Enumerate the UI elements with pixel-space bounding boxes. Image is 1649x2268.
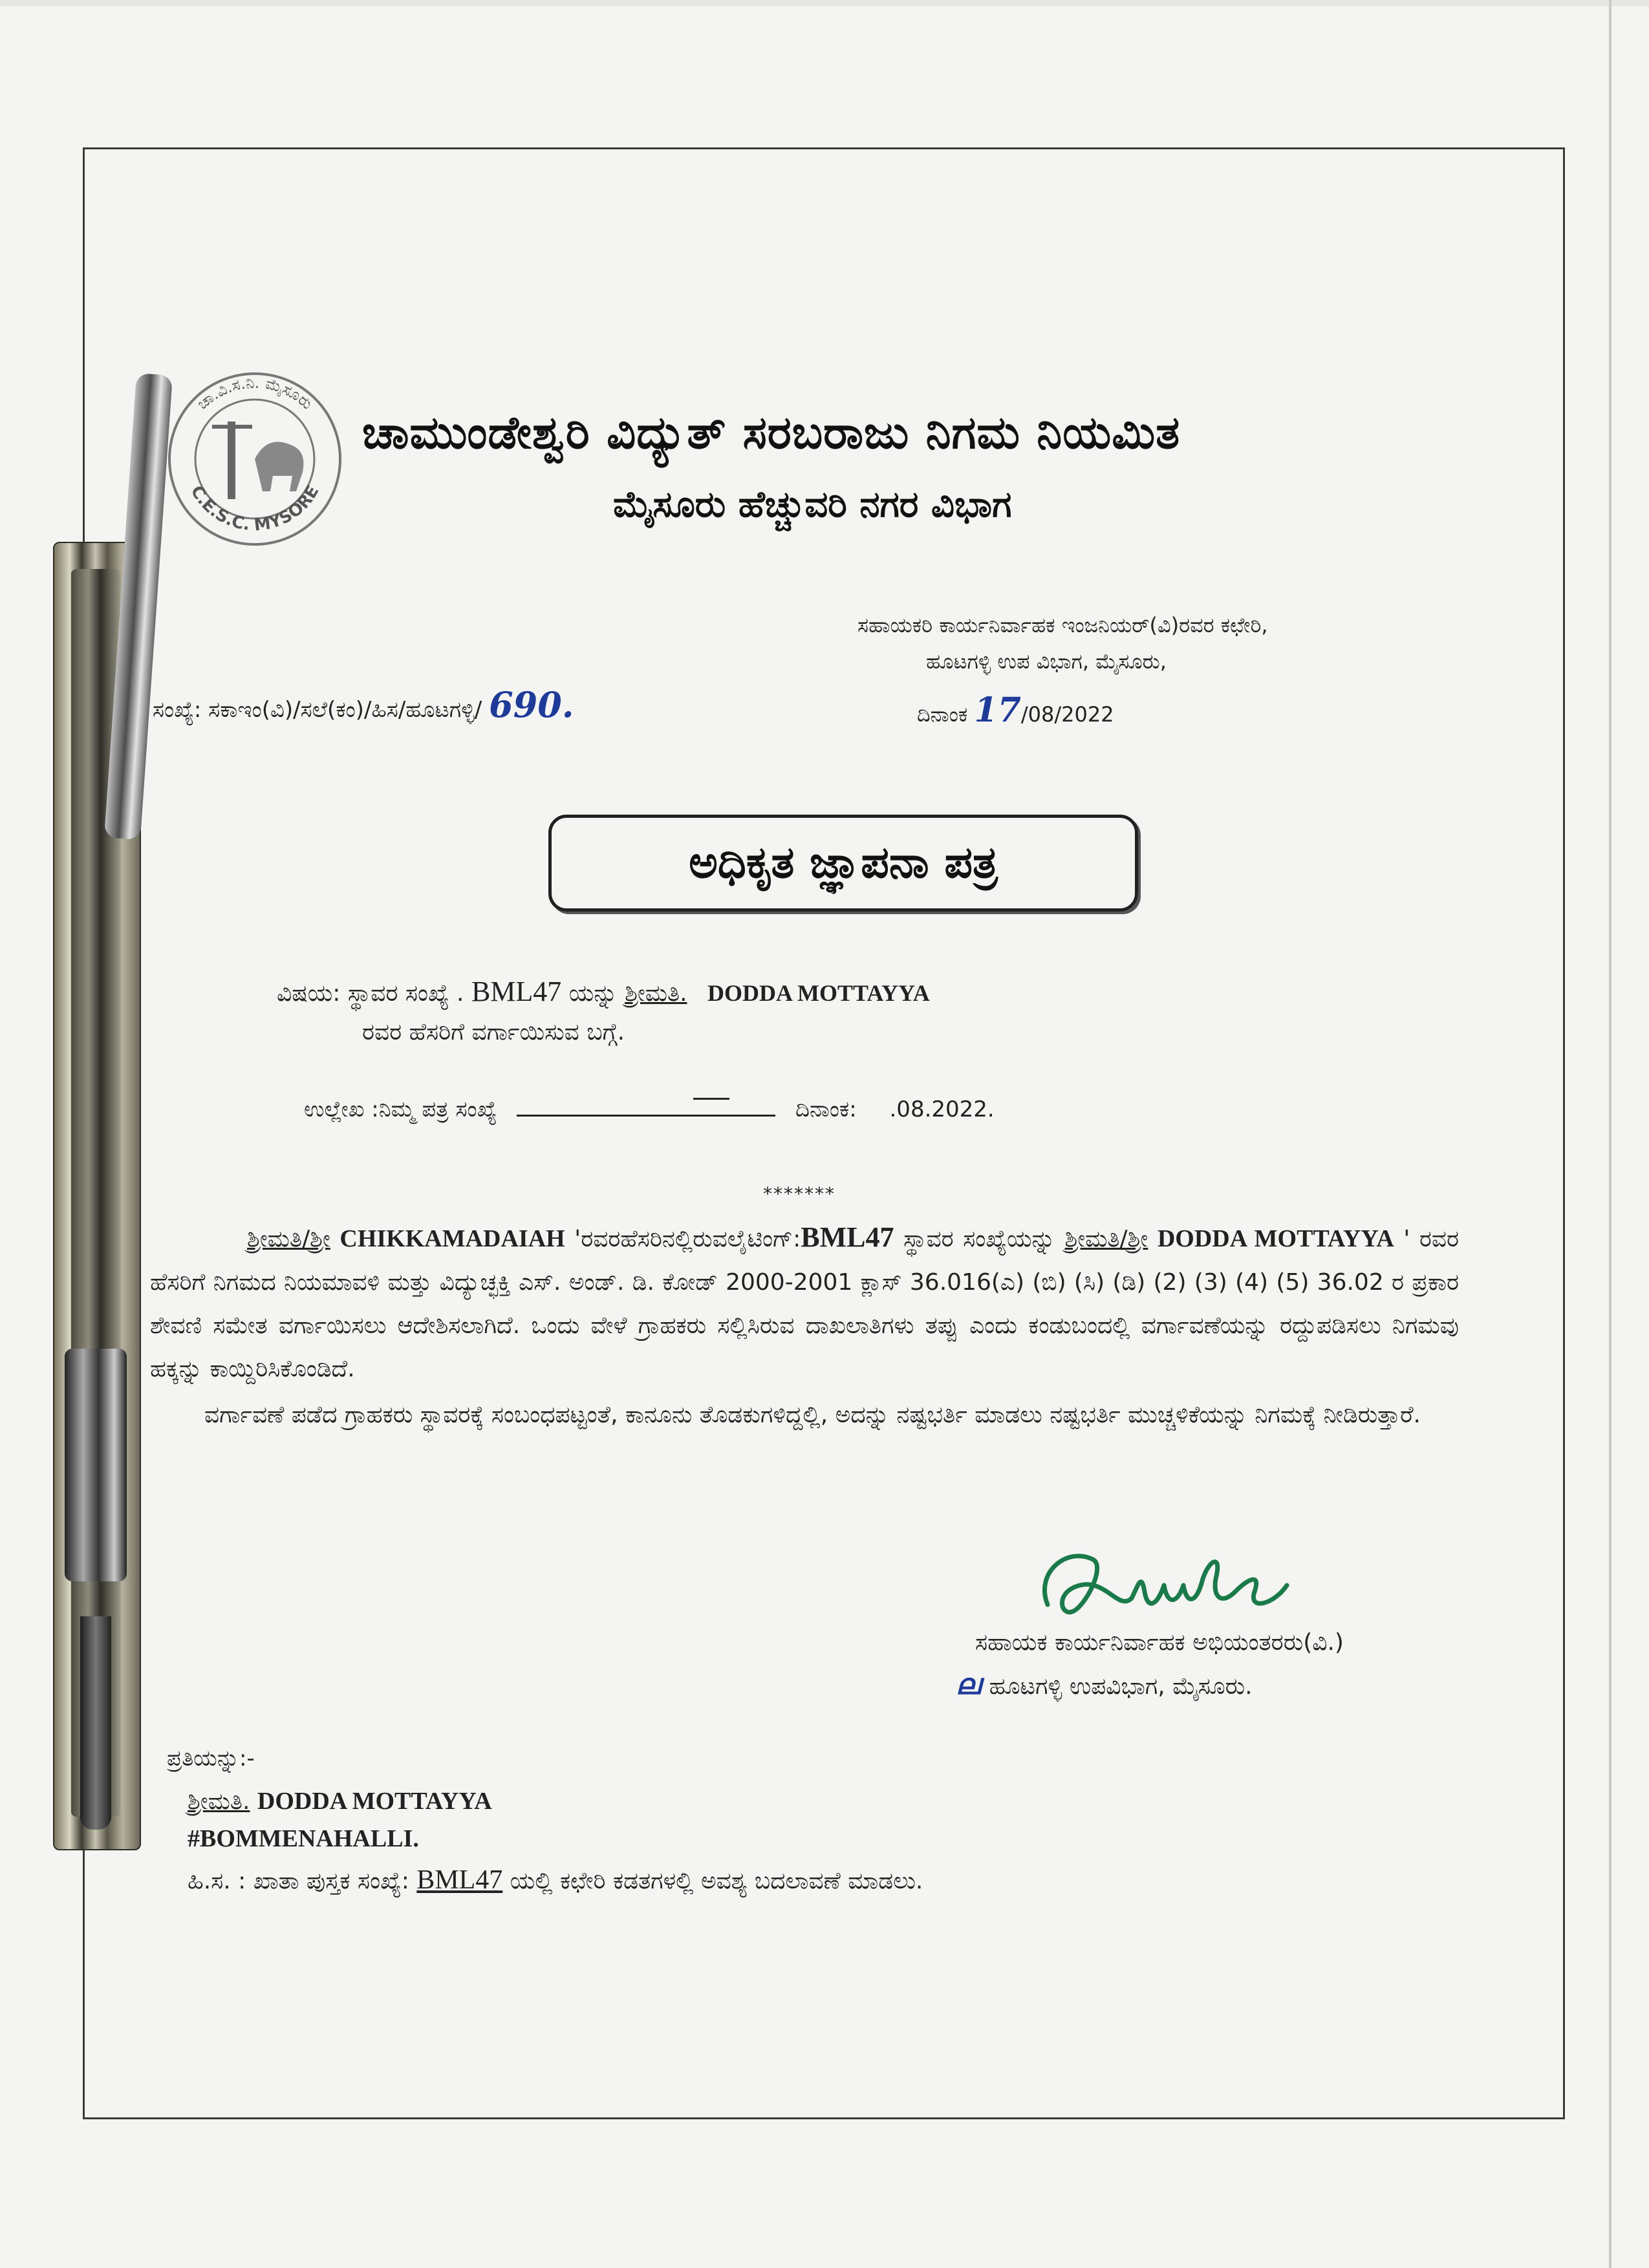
issue-date	[917, 690, 1114, 730]
body-text-c: ಸ್ಥಾವರ ಸಂಖ್ಯೆಯನ್ನು	[903, 1226, 1055, 1252]
signature	[1028, 1534, 1300, 1637]
body-paragraph-1	[150, 1215, 1459, 1391]
copy-note-b: ಯಲ್ಲಿ ಕಛೇರಿ ಕಡತಗಳಲ್ಲಿ ಅವಶ್ಯ ಬದಲಾವಣೆ ಮಾಡಲು.	[510, 1868, 923, 1894]
reference-line	[304, 1097, 1468, 1122]
signatory-office	[956, 1668, 1253, 1701]
document-title: ಅಧಿಕೃತ ಜ್ಞಾಪನಾ ಪತ್ರ	[548, 815, 1138, 912]
copy-office-note	[188, 1865, 923, 1896]
body-text-e: ' ರವರ ಹೆಸರಿಗೆ ನಿಗಮದ ನಿಯಮಾವಳಿ ಮತ್ತು ವಿದ್ಯುಚ್ಛಕ್ತಿ ಎಸ್. ಅಂಡ್. ಡಿ. ಕೋಡ್ 2000-2001 ಕ್ಲಾಸ್ 36.016(ಎ) (ಬಿ) (ಸಿ) (ಡಿ) (2) (3) (4) (5) 36.02 ರ ಪ್ರಕಾರ ಶೇವಣಿ ಸಮೇತ ವರ್ಗಾಯಿಸಲು ಆದೇಶಿಸಲಾಗಿದೆ. ಒಂದು ವೇಳೆ ಗ್ರಾಹಕರು ಸಲ್ಲಿಸಿರುವ ದಾಖಲಾತಿಗಳು ತಪ್ಪು ಎಂದು ಕಂಡುಬಂದಲ್ಲಿ ವರ್ಗಾವಣೆಯನ್ನು ರದ್ದುಪಡಿಸಲು ನಿಗಮವು ಹಕ್ಕನ್ನು ಕಾಯ್ದಿರಿಸಿಕೊಂಡಿದೆ.	[150, 1226, 1460, 1382]
page-top-edge	[0, 0, 1649, 6]
copy-recipient-title: ಶ್ರೀಮತಿ.	[188, 1788, 250, 1815]
initials-mark: ല	[956, 1668, 980, 1701]
division-name: ಮೈಸೂರು ಹೆಚ್ಚುವರಿ ನಗರ ವಿಭಾಗ	[613, 484, 1012, 526]
copy-recipient-value: DODDA MOTTAYYA	[257, 1788, 492, 1815]
page-right-edge	[1609, 0, 1611, 2268]
copy-recipient-name	[188, 1787, 492, 1815]
subject-text-b: ಯನ್ನು	[568, 980, 618, 1007]
subject-title-prefix: ಶ್ರೀಮತಿ.	[625, 980, 687, 1007]
reference-date-label: ದಿನಾಂಕ:	[795, 1097, 857, 1122]
svg-text:C.E.S.C. MYSORE: C.E.S.C. MYSORE	[186, 482, 323, 535]
reference-date-value: .08.2022.	[889, 1097, 995, 1122]
signatory-office-text: ಹೂಟಗಳ್ಳಿ ಉಪವಿಭಾಗ, ಮೈಸೂರು.	[989, 1673, 1253, 1700]
file-clip-hook	[80, 1616, 111, 1830]
to-name: DODDA MOTTAYYA	[1157, 1225, 1394, 1252]
to-title: ಶ್ರೀಮತಿ/ಶ್ರೀ	[1064, 1226, 1148, 1252]
handwritten-reference-number: 690.	[489, 684, 574, 725]
reference-blank	[517, 1097, 775, 1117]
copy-to-label: ಪ್ರತಿಯನ್ನು:-	[167, 1746, 255, 1771]
file-clip-hinge	[65, 1349, 127, 1581]
date-month-year: /08/2022	[1020, 702, 1114, 727]
signature-icon	[1028, 1534, 1300, 1637]
handwritten-date-day: 17	[974, 690, 1021, 730]
subject-label: ವಿಷಯ:	[277, 980, 341, 1007]
reference-number	[153, 684, 574, 725]
reference-label: ಉಲ್ಲೇಖ :ನಿಮ್ಮ ಪತ್ರ ಸಂಖ್ಯೆ	[304, 1097, 497, 1122]
body-installation-code: BML47	[801, 1221, 894, 1253]
body-text-b: 'ರವರಹೆಸರಿನಲ್ಲಿರುವಲೈಟಿಂಗ್:	[574, 1226, 801, 1252]
copy-note-a: ಹಿ.ಸ. : ಖಾತಾ ಪುಸ್ತಕ ಸಂಖ್ಯೆ:	[188, 1868, 409, 1894]
from-title: ಶ್ರೀಮತಿ/ಶ್ರೀ	[247, 1226, 330, 1252]
cesc-logo-icon	[158, 362, 345, 556]
subject-installation-code: BML47	[471, 976, 562, 1007]
copy-recipient-address: #BOMMENAHALLI.	[188, 1825, 419, 1852]
office-line-1: ಸಹಾಯಕರಿ ಕಾರ್ಯನಿರ್ವಾಹಕ ಇಂಜನಿಯರ್(ವಿ)ರವರ ಕಛೇರಿ,	[857, 613, 1268, 637]
subject-name: DODDA MOTTAYYA	[707, 980, 930, 1006]
from-name: CHIKKAMADAIAH	[339, 1225, 565, 1252]
subject-line	[277, 975, 1505, 1008]
subject-line-2: ರವರ ಹೆಸರಿಗೆ ವರ್ಗಾಯಿಸುವ ಬಗ್ಗೆ.	[362, 1019, 625, 1045]
separator: *******	[763, 1183, 835, 1204]
reference-prefix: ಸಂಖ್ಯೆ: ಸಕಾಇಂ(ವಿ)/ಸಲೆ(ಕಂ)/ಹಿಸ/ಹೂಟಗಳ್ಳಿ/	[153, 697, 482, 723]
subject-text-a: ಸ್ಥಾವರ ಸಂಖ್ಯೆ .	[347, 980, 464, 1007]
copy-note-code: BML47	[416, 1865, 503, 1895]
organization-name: ಚಾಮುಂಡೇಶ್ವರಿ ವಿದ್ಯುತ್ ಸರಬರಾಜು ನಿಗಮ ನಿಯಮಿತ	[362, 406, 1181, 459]
date-label: ದಿನಾಂಕ	[917, 702, 968, 727]
svg-text:ಚಾ.ವಿ.ಸ.ನಿ. ಮೈಸೂರು: ಚಾ.ವಿ.ಸ.ನಿ. ಮೈಸೂರು	[193, 373, 316, 413]
office-line-2: ಹೂಟಗಳ್ಳಿ ಉಪ ವಿಭಾಗ, ಮೈಸೂರು,	[926, 649, 1167, 674]
signatory-title: ಸಹಾಯಕ ಕಾರ್ಯನಿರ್ವಾಹಕ ಅಭಿಯಂತರರು(ವಿ.)	[975, 1629, 1344, 1656]
cesc-logo	[158, 362, 345, 556]
body-paragraph-2: ವರ್ಗಾವಣೆ ಪಡೆದ ಗ್ರಾಹಕರು ಸ್ಥಾವರಕ್ಕೆ ಸಂಬಂಧಪಟ್ಟಂತೆ, ಕಾನೂನು ತೊಡಕುಗಳಿದ್ದಲ್ಲಿ, ಅದನ್ನು ನಷ್ಟಭರ್ತಿ ಮಾಡಲು ನಷ್ಟಭರ್ತಿ ಮುಚ್ಚಳಿಕೆಯನ್ನು ನಿಗಮಕ್ಕೆ ನೀಡಿರುತ್ತಾರೆ.	[204, 1402, 1421, 1428]
